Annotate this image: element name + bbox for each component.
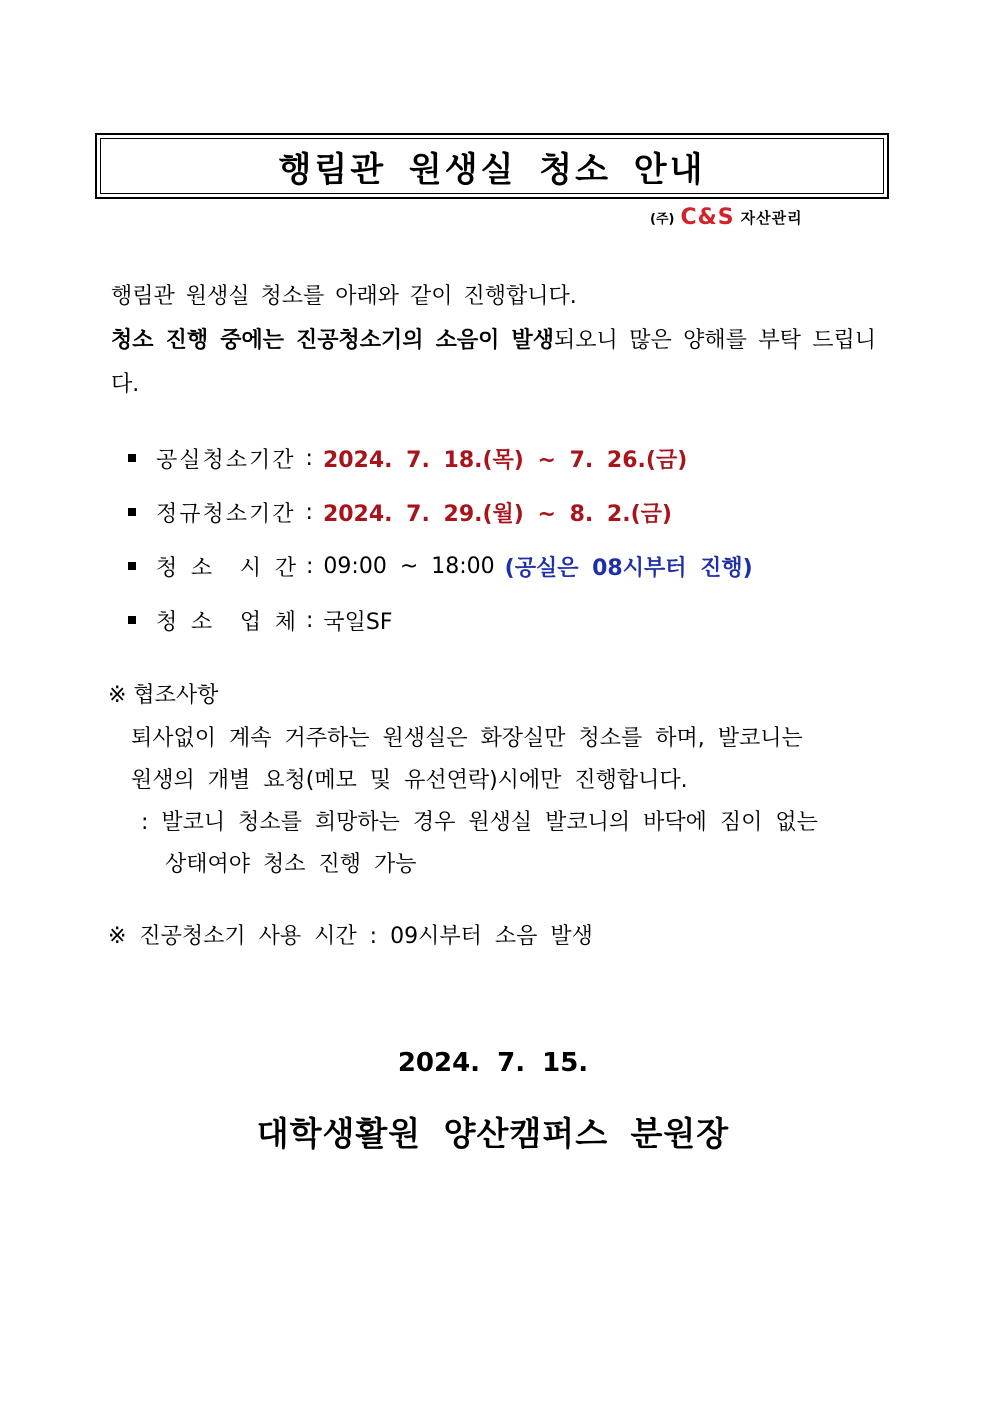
schedule-value: 국일SF bbox=[323, 609, 393, 635]
bullet-square-icon bbox=[128, 616, 136, 624]
cooperation-line-4: 상태여야 청소 진행 가능 bbox=[165, 852, 417, 877]
schedule-colon: : bbox=[305, 499, 313, 525]
schedule-item-vendor bbox=[128, 605, 393, 635]
schedule-note: (공실은 08시부터 진행) bbox=[504, 555, 753, 581]
cooperation-line-2: 원생의 개별 요청(메모 및 유선연락)시에만 진행합니다. bbox=[131, 768, 688, 793]
label-char: 체 bbox=[274, 609, 296, 635]
schedule-label bbox=[156, 551, 296, 582]
issuer-organization: 대학생활원 양산캠퍼스 분원장 bbox=[256, 1114, 730, 1153]
schedule-colon: : bbox=[306, 607, 314, 633]
schedule-value: 2024. 7. 18.(목) ~ 7. 26.(금) bbox=[322, 447, 688, 473]
schedule-label bbox=[156, 605, 296, 636]
schedule-item-regular-period bbox=[128, 497, 672, 527]
schedule-value: 2024. 7. 29.(월) ~ 8. 2.(금) bbox=[322, 501, 672, 527]
vacuum-note: ※ 진공청소기 사용 시간 : 09시부터 소음 발생 bbox=[108, 924, 593, 949]
logo-corp-prefix: (주) bbox=[650, 211, 675, 227]
company-logo bbox=[650, 206, 803, 228]
label-char: 시 bbox=[239, 555, 262, 581]
logo-brand: C&S bbox=[680, 204, 735, 230]
schedule-colon: : bbox=[306, 553, 314, 579]
label-char: 청 bbox=[156, 609, 178, 635]
bullet-square-icon bbox=[128, 454, 136, 462]
cooperation-line-1: 퇴사없이 계속 거주하는 원생실은 화장실만 청소를 하며, 발코니는 bbox=[131, 726, 803, 751]
page-title: 행림관 원생실 청소 안내 bbox=[278, 149, 706, 190]
bullet-square-icon bbox=[128, 562, 136, 570]
label-char: 업 bbox=[239, 609, 262, 635]
label-char: 간 bbox=[274, 555, 296, 581]
schedule-label: 정규청소기간 bbox=[156, 501, 296, 527]
bullet-square-icon bbox=[128, 508, 136, 516]
label-char: 소 bbox=[190, 609, 213, 635]
intro-paragraph bbox=[111, 319, 876, 407]
notice-date: 2024. 7. 15. bbox=[397, 1048, 589, 1078]
intro-line-1: 행림관 원생실 청소를 아래와 같이 진행합니다. bbox=[111, 284, 577, 309]
logo-name: 자산관리 bbox=[740, 208, 803, 227]
title-inner-border bbox=[100, 138, 884, 194]
schedule-item-vacant-period bbox=[128, 443, 687, 473]
schedule-item-cleaning-time bbox=[128, 551, 753, 581]
cooperation-line-3: : 발코니 청소를 희망하는 경우 원생실 발코니의 바닥에 짐이 없는 bbox=[141, 810, 818, 835]
cooperation-heading: ※ 협조사항 bbox=[108, 683, 219, 708]
intro-emphasis: 청소 진행 중에는 진공청소기의 소음이 발생 bbox=[111, 328, 555, 353]
intro-rest: 되오니 많은 양해를 부탁 드립니다. bbox=[111, 328, 877, 397]
label-char: 소 bbox=[190, 555, 213, 581]
schedule-colon: : bbox=[305, 445, 313, 471]
schedule-label: 공실청소기간 bbox=[156, 447, 296, 473]
title-box bbox=[95, 133, 889, 199]
label-char: 청 bbox=[156, 555, 178, 581]
schedule-value: 09:00 ~ 18:00 bbox=[323, 553, 495, 579]
